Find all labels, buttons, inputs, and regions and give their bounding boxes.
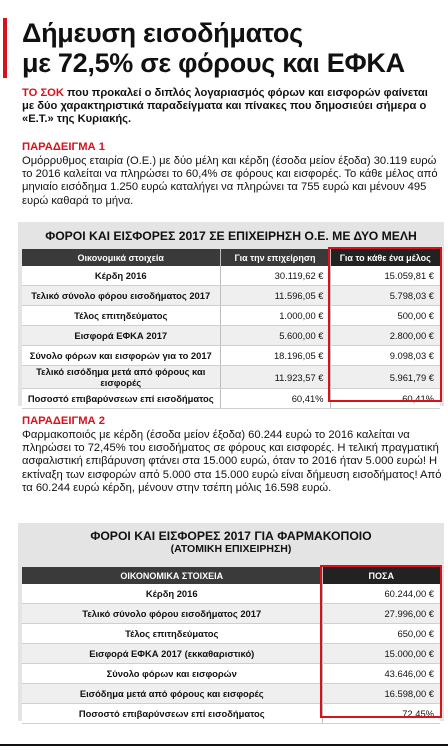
table-2-header-cell: ΟΙΚΟΝΟΜΙΚΑ ΣΤΟΙΧΕΙΑ xyxy=(22,567,322,584)
table-cell-value: 15.000,00 € xyxy=(322,644,440,664)
table-row xyxy=(22,684,440,704)
table-cell-value: 30.119,62 € xyxy=(220,266,330,286)
table-cell-label: Τέλος επιτηδεύματος xyxy=(22,306,220,326)
table-row xyxy=(22,644,440,664)
title-line-2: με 72,5% σε φόρους και ΕΦΚΑ xyxy=(22,48,405,78)
table-cell-label: Σύνολο φόρων και εισφορών για το 2017 xyxy=(22,346,220,366)
table-1-title: ΦΟΡΟΙ ΚΑΙ ΕΙΣΦΟΡΕΣ 2017 ΣΕ ΕΠΙΧΕΙΡΗΣΗ Ο.Ε. ΜΕ ΔΥΟ ΜΕΛΗ xyxy=(45,229,417,243)
table-cell-value: 5.798,03 € xyxy=(330,286,440,306)
table-cell-label: Σύνολο φόρων και εισφορών xyxy=(22,664,322,684)
table-2-subtitle: (ΑΤΟΜΙΚΗ ΕΠΙΧΕΙΡΗΣΗ) xyxy=(170,543,292,555)
table-cell-value: 5.600,00 € xyxy=(220,326,330,346)
table-row xyxy=(22,306,440,326)
table-row xyxy=(22,266,440,286)
table-row xyxy=(22,704,440,724)
intro-paragraph xyxy=(22,87,442,126)
title-line-1: Δήμευση εισοδήματος xyxy=(22,18,303,48)
table-cell-value: 60,41% xyxy=(220,389,330,409)
accent-bar xyxy=(3,18,7,78)
table-cell-label: Τελικό εισόδημα μετά από φόρους και εισφορές xyxy=(22,366,220,389)
table-row xyxy=(22,389,440,409)
table-1-header-row xyxy=(22,249,440,266)
table-row xyxy=(22,584,440,604)
table-cell-label: Κέρδη 2016 xyxy=(22,266,220,286)
table-row xyxy=(22,366,440,389)
table-2 xyxy=(22,567,440,724)
example-2-text: Φαρμακοποιός με κέρδη (έσοδα μείον έξοδα) 60.244 ευρώ το 2016 καλείται να πληρώσει το 72,45% του εισοδήματος σε φόρους και εισφορές. Η τελική πραγματική ασφαλιστική επιβάρυνση φτάνει στα 15.000 ευρώ, όταν το 2016 ήταν 5.000 ευρώ! Η εκτίναξη των εισφορών από 5.000 στα 15.000 ευρώ είναι δήμευση εισοδήματος! Από τα 60.244 ευρώ κέρδη, μένουν στην τσέπη μόλις 16.598 ευρώ. xyxy=(22,429,442,494)
table-row xyxy=(22,624,440,644)
table-cell-value: 9.098,03 € xyxy=(330,346,440,366)
intro-highlight: ΤΟ ΣΟΚ xyxy=(22,87,64,99)
table-cell-label: Εισφορά ΕΦΚΑ 2017 (εκκαθαριστικό) xyxy=(22,644,322,664)
table-cell-value: 18.196,05 € xyxy=(220,346,330,366)
article-title xyxy=(22,18,442,78)
table-row xyxy=(22,604,440,624)
table-1-header-cell: Για την επιχείρηση xyxy=(220,249,330,266)
table-1-header-cell: Οικονομικά στοιχεία xyxy=(22,249,220,266)
table-cell-value: 15.059,81 € xyxy=(330,266,440,286)
table-cell-value: 72,45% xyxy=(322,704,440,724)
table-1 xyxy=(22,249,440,409)
table-cell-value: 16.598,00 € xyxy=(322,684,440,704)
table-cell-label: Εισφορά ΕΦΚΑ 2017 xyxy=(22,326,220,346)
table-1-header-cell: Για το κάθε ένα μέλος xyxy=(330,249,440,266)
intro-text: που προκαλεί ο διπλός λογαριασμός φόρων και εισφορών φαίνεται με δύο χαρακτηριστικά παραδείγματα και πίνακες που δημοσιεύει σήμερα ο «Ε.Τ.» της Κυριακής. xyxy=(22,87,428,125)
table-cell-value: 2.800,00 € xyxy=(330,326,440,346)
table-cell-value: 60,41% xyxy=(330,389,440,409)
example-1-label: ΠΑΡΑΔΕΙΓΜΑ 1 xyxy=(22,141,105,153)
table-row xyxy=(22,326,440,346)
table-cell-label: Ποσοστό επιβαρύνσεων επί εισοδήματος xyxy=(22,389,220,409)
table-2-header-cell: ΠΟΣΑ xyxy=(322,567,440,584)
table-cell-value: 11.596,05 € xyxy=(220,286,330,306)
table-cell-label: Τελικό σύνολο φόρου εισοδήματος 2017 xyxy=(22,604,322,624)
table-cell-value: 11.923,57 € xyxy=(220,366,330,389)
example-2-label: ΠΑΡΑΔΕΙΓΜΑ 2 xyxy=(22,415,105,427)
table-cell-label: Τελικό σύνολο φόρου εισοδήματος 2017 xyxy=(22,286,220,306)
table-row xyxy=(22,664,440,684)
table-cell-value: 650,00 € xyxy=(322,624,440,644)
example-1-text: Ομόρρυθμος εταιρία (Ο.Ε.) με δύο μέλη και κέρδη (έσοδα μείον έξοδα) 30.119 ευρώ το 2016 καλείται να πληρώσει το 60,4% σε φόρους και εισφορές. Το κάθε μέλος από μηνιαίο εισόδημα 1.250 ευρώ καταλήγει να πληρώνει τα 755 ευρώ και μένουν 495 ευρώ καθαρά το μήνα. xyxy=(22,155,438,207)
table-cell-value: 60.244,00 € xyxy=(322,584,440,604)
table-cell-label: Εισόδημα μετά από φόρους και εισφορές xyxy=(22,684,322,704)
table-cell-value: 5.961,79 € xyxy=(330,366,440,389)
table-row xyxy=(22,346,440,366)
table-cell-value: 1.000,00 € xyxy=(220,306,330,326)
table-cell-value: 27.996,00 € xyxy=(322,604,440,624)
table-cell-label: Κέρδη 2016 xyxy=(22,584,322,604)
table-2-title: ΦΟΡΟΙ ΚΑΙ ΕΙΣΦΟΡΕΣ 2017 ΓΙΑ ΦΑΡΜΑΚΟΠΟΙΟ xyxy=(90,529,372,543)
table-cell-label: Τέλος επιτηδεύματος xyxy=(22,624,322,644)
table-cell-value: 43.646,00 € xyxy=(322,664,440,684)
table-row xyxy=(22,286,440,306)
bottom-divider xyxy=(0,744,448,746)
table-2-header-row xyxy=(22,567,440,584)
table-cell-label: Ποσοστό επιβαρύνσεων επί εισοδήματος xyxy=(22,704,322,724)
table-cell-value: 500,00 € xyxy=(330,306,440,326)
